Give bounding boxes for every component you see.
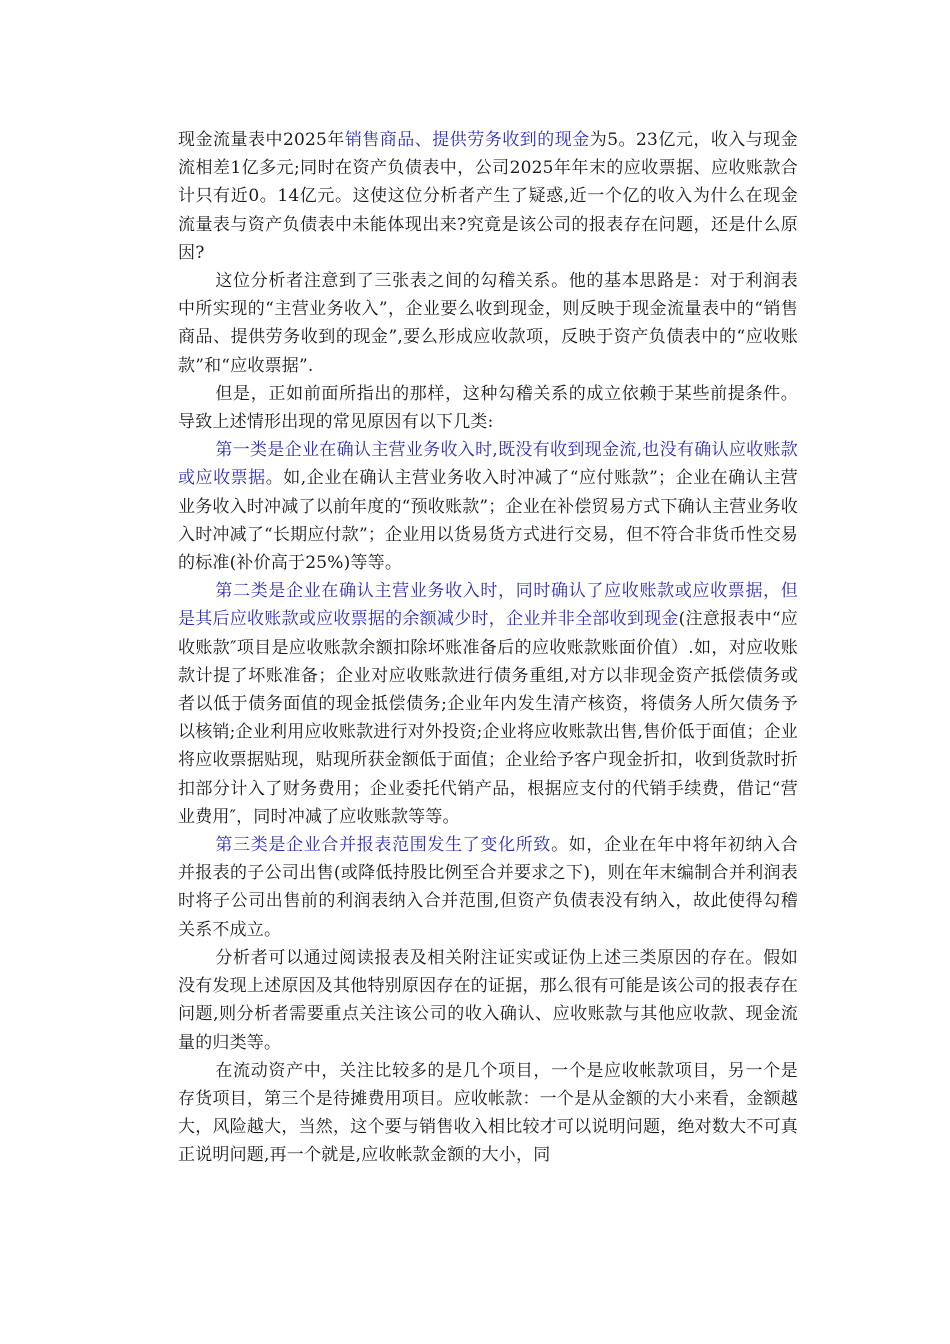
text-span: 现金流量表中2025年 xyxy=(178,130,345,150)
text-span: 这位分析者注意到了三张表之间的勾稽关系。他的基本思路是：对于利润表中所实现的“主营业务收入”，企业要么收到现金，则反映于现金流量表中的“销售商品、提供劳务收到的现金”,要么形成应收款项，反映于资产负债表中的“应收账款”和“应收票据”. xyxy=(178,271,798,376)
highlighted-text: 第二类是企业在确认主营业务收入时，同时确认了应收账款或应收票据，但是其后应收账款或应收票据的余额减少时，企业并非全部收到现金 xyxy=(178,581,798,630)
paragraph-2 xyxy=(178,267,798,380)
paragraph-4 xyxy=(178,436,798,577)
paragraph-6 xyxy=(178,831,798,944)
text-span: 为5。23亿元，收入与现金流相差1亿多元;同时在资产负债表中，公司2025年年末的应收票据、应收账款合计只有近0。14亿元。这使这位分析者产生了疑惑,近一个亿的收入为什么在现金流量表与资产负债表中未能体现出来?究竟是该公司的报表存在问题，还是什么原因? xyxy=(178,130,798,263)
highlighted-text: 第三类是企业合并报表范围发生了变化所致 xyxy=(215,835,552,856)
paragraph-7 xyxy=(178,944,798,1057)
text-span: 在流动资产中，关注比较多的是几个项目，一个是应收帐款项目，另一个是存货项目，第三个是待摊费用项目。应收帐款：一个是从金额的大小来看，金额越大，风险越大，当然，这个要与销售收入相比较才可以说明问题，绝对数大不可真正说明问题,再一个就是,应收帐款金额的大小，同 xyxy=(178,1060,798,1166)
highlighted-text: 第一类是企业在确认主营业务收入时,既没有收到现金流,也没有确认应收账款或应收票据 xyxy=(178,440,798,489)
text-span: 但是，正如前面所指出的那样，这种勾稽关系的成立依赖于某些前提条件。导致上述情形出现的常见原因有以下几类: xyxy=(178,383,798,433)
text-span: (注意报表中“应收账款″项目是应收账款余额扣除坏账准备后的应收账款账面价值）.如，对应收账款计提了坏账准备；企业对应收账款进行债务重组,对方以非现金资产抵偿债务或者以低于债务面值的现金抵偿债务;企业年内发生清产核资，将债务人所欠债务予以核销;企业利用应收账款进行对外投资;企业将应收账款出售,售价低于面值；企业将应收票据贴现，贴现所获金额低于面值；企业给予客户现金折扣，收到货款时折扣部分计入了财务费用；企业委托代销产品，根据应支付的代销手续费，借记“营业费用″，同时冲减了应收账款等等。 xyxy=(178,609,798,827)
paragraph-3 xyxy=(178,380,798,436)
document-body xyxy=(178,126,798,1170)
text-span: 。如,企业在确认主营业务收入时冲减了“应付账款”；企业在确认主营业务收入时冲减了以前年度的“预收账款”；企业在补偿贸易方式下确认主营业务收入时冲减了“长期应付款”；企业用以货易货方式进行交易，但不符合非货币性交易的标准(补价高于25%)等等。 xyxy=(178,468,798,574)
highlighted-text: 销售商品、提供劳务收到的现金 xyxy=(344,130,590,150)
paragraph-1 xyxy=(178,126,798,267)
text-span: 分析者可以通过阅读报表及相关附注证实或证伪上述三类原因的存在。假如没有发现上述原因及其他特别原因存在的证据，那么很有可能是该公司的报表存在问题,则分析者需要重点关注该公司的收入确认、应收账款与其他应收款、现金流量的归类等。 xyxy=(178,947,798,1053)
paragraph-5 xyxy=(178,577,798,831)
paragraph-8 xyxy=(178,1057,798,1170)
text-span: 。如，企业在年中将年初纳入合并报表的子公司出售(或降低持股比例至合并要求之下)，则在年末编制合并利润表时将子公司出售前的利润表纳入合并范围,但资产负债表没有纳入，故此使得勾稽关系不成立。 xyxy=(178,835,798,940)
